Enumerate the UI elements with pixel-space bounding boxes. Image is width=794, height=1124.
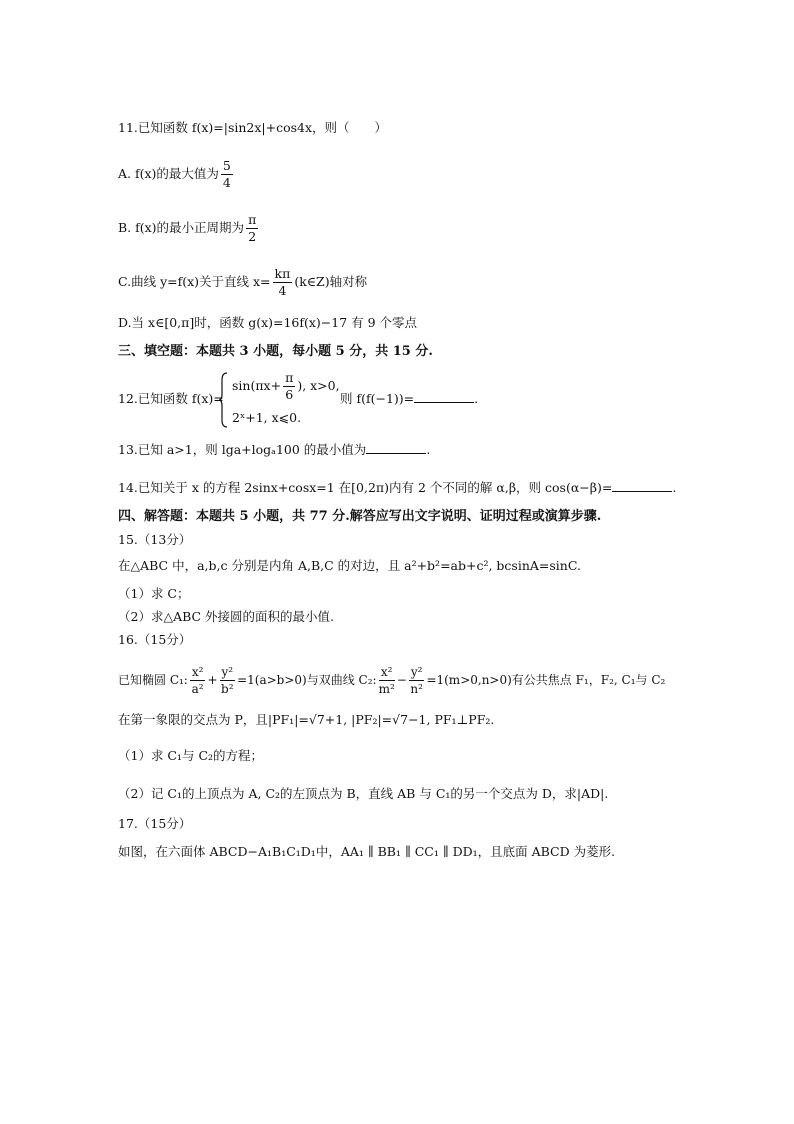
q11-option-d: D.当 x∈[0,π]时，函数 g(x)=16f(x)−17 有 9 个零点 xyxy=(118,315,418,330)
q16-part-2: （2）记 C₁的上顶点为 A, C₂的左顶点为 B，直线 AB 与 C₁的另一个交点为 D，求|AD|. xyxy=(118,786,609,801)
q11-option-a-text: A. f(x)的最大值为 xyxy=(118,166,219,181)
answer-blank xyxy=(366,441,426,454)
q16-line-2: 在第一象限的交点为 P，且|PF₁|=√7+1, |PF₂|=√7−1, PF₁⊥PF₂. xyxy=(118,712,495,727)
q12-post: 则 f(f(−1))= . xyxy=(340,391,479,406)
q16-score: 16.（15分） xyxy=(118,632,192,647)
q12-case-1: sin(πx+ $\frac{\pi}{6}$ ), x>0, xyxy=(232,370,340,402)
q12-pre: 12.已知函数 f(x)= xyxy=(118,391,224,406)
q16-stem: 已知椭圆 C₁: $\frac{\text{x²}}{\text{a²}}$ + $\frac{\text{y²}}{\text{b²}}$ =1(a>b>0)与双曲线 C₂: $\frac{\text{x²}}{\text{m²}}$ − $\frac{\text{y²}}{\text{n²}}$ =1(m>0,n>0)有公共焦点 F₁，F₂, C₁与 C₂ xyxy=(118,665,666,696)
q15-stem: 在△ABC 中，a,b,c 分别是内角 A,B,C 的对边，且 a²+b²=ab+c², bcsinA=sinC. xyxy=(118,558,581,573)
q12-case-2: 2ˣ+1, x⩽0. xyxy=(232,410,302,425)
section-3-heading: 三、填空题：本题共 3 小题，每小题 5 分，共 15 分. xyxy=(118,344,433,359)
q11-option-c xyxy=(118,266,367,299)
q16-part-1: （1）求 C₁与 C₂的方程； xyxy=(118,748,264,763)
q15-score: 15.（13分） xyxy=(118,532,192,547)
q14: 14.已知关于 x 的方程 2sinx+cosx=1 在[0,2π)内有 2 个不同的解 α,β，则 cos(α−β)= . xyxy=(118,480,677,495)
brace-icon xyxy=(218,372,228,428)
q11-option-c-fraction: $\frac{k\pi}{4}$ xyxy=(274,266,291,298)
q11-option-b-text: B. f(x)的最小正周期为 xyxy=(118,220,245,235)
q11-option-a xyxy=(118,158,235,191)
q11-option-b xyxy=(118,212,260,245)
q11-stem: 11.已知函数 f(x)=|sin2x|+cos4x，则（ ） xyxy=(118,120,388,135)
q17-score: 17.（15分） xyxy=(118,816,192,831)
q17-stem: 如图，在六面体 ABCD−A₁B₁C₁D₁中，AA₁ ∥ BB₁ ∥ CC₁ ∥ DD₁，且底面 ABCD 为菱形. xyxy=(118,844,616,859)
answer-blank xyxy=(612,479,672,492)
answer-blank xyxy=(414,390,474,403)
q11-option-a-fraction: $\frac{5}{4}$ xyxy=(222,158,231,190)
q15-part-2: （2）求△ABC 外接圆的面积的最小值. xyxy=(118,609,335,624)
section-4-heading: 四、解答题：本题共 5 小题，共 77 分.解答应写出文字说明、证明过程或演算步骤. xyxy=(118,509,602,524)
q11-option-b-fraction: $\frac{\pi}{2}$ xyxy=(248,212,257,244)
q11-option-c-pre: C.曲线 y=f(x)关于直线 x= xyxy=(118,274,271,289)
q11-option-c-post: (k∈Z)轴对称 xyxy=(294,274,368,289)
q13: 13.已知 a>1，则 lga+logₐ100 的最小值为 . xyxy=(118,442,431,457)
q15-part-1: （1）求 C； xyxy=(118,586,190,601)
